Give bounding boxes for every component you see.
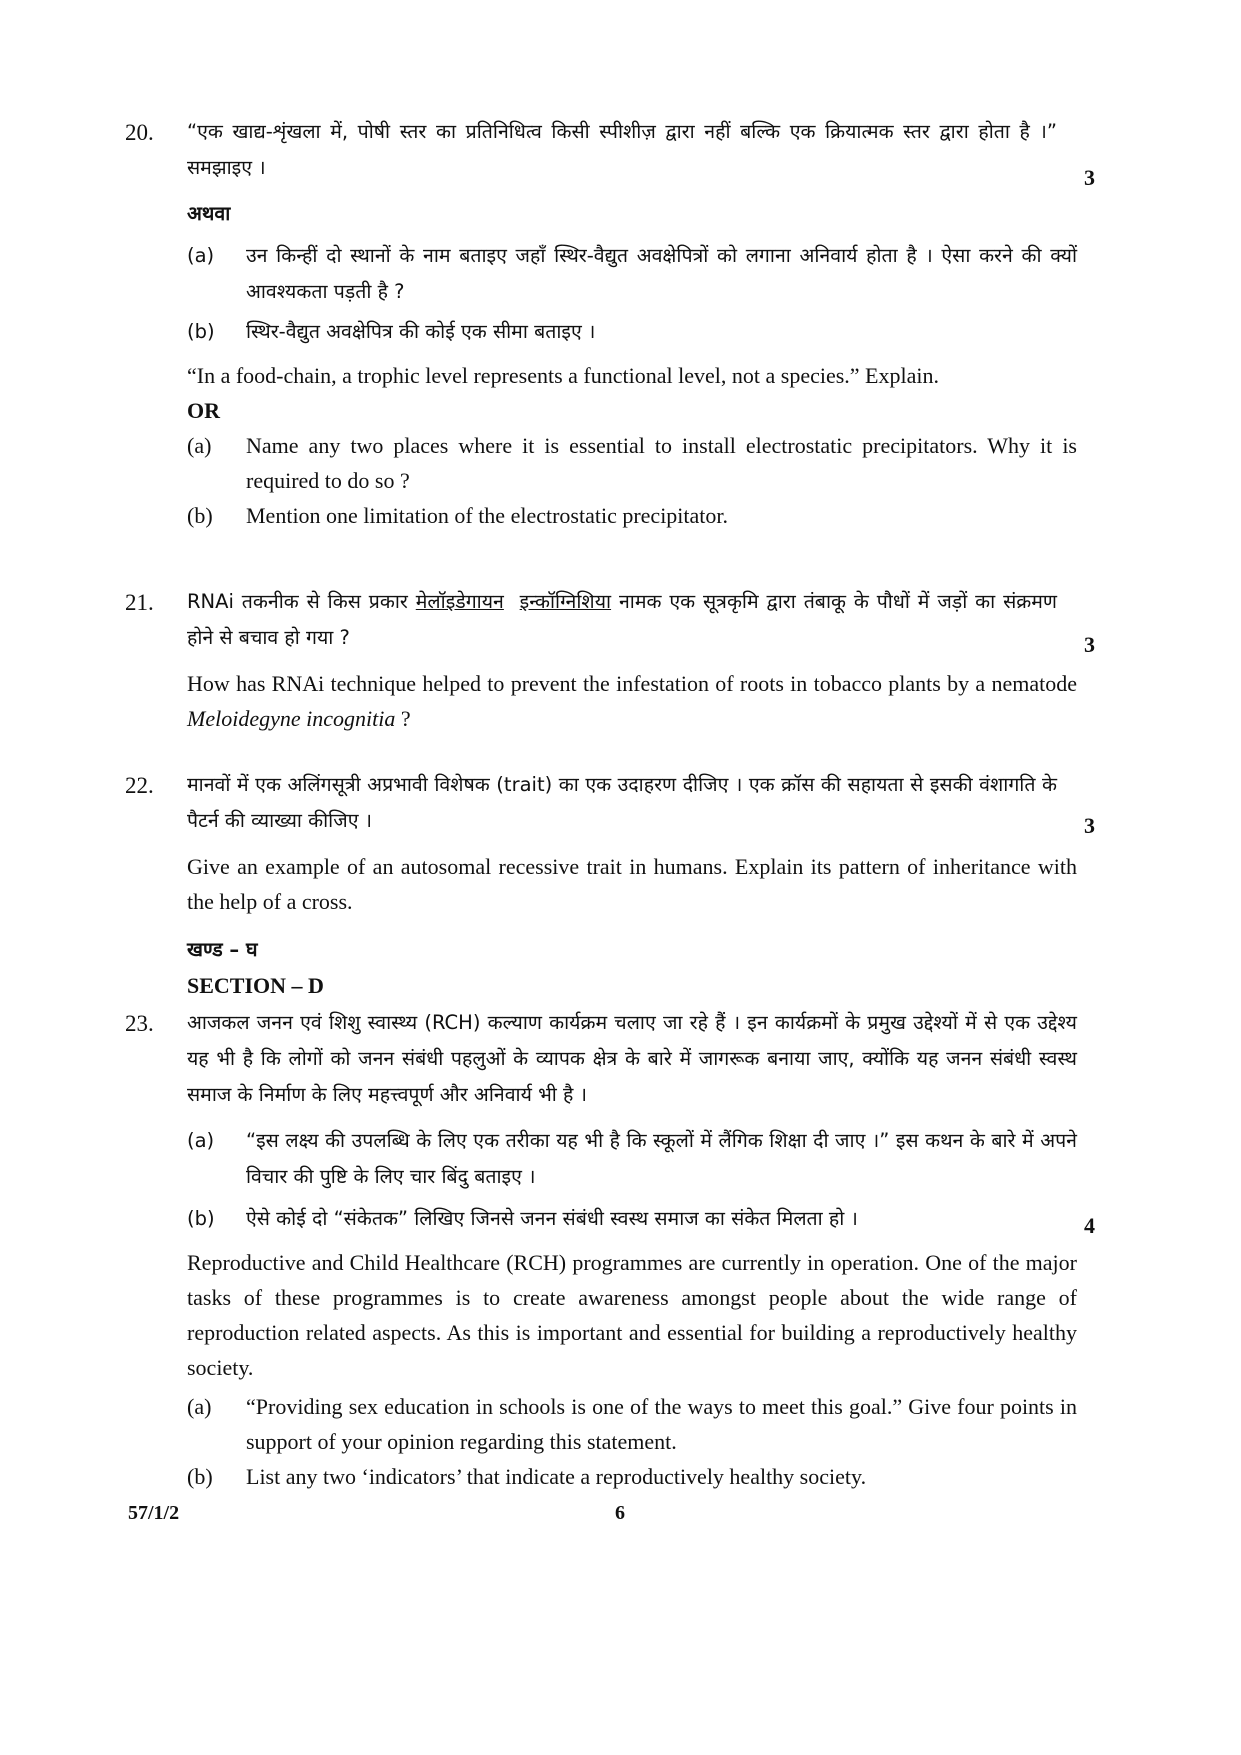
species-name: Meloidegyne incognitia <box>187 706 396 731</box>
question-text-english: “In a food-chain, a trophic level represents a functional level, not a species.” Explain. <box>187 363 939 388</box>
subpart-label: (a) <box>187 244 215 267</box>
subpart-text: “Providing sex education in schools is one of the ways to meet this goal.” Give four points in support of your opinion regarding this statement. <box>246 1394 1077 1454</box>
paper-code: 57/1/2 <box>128 1502 180 1524</box>
or-separator-english: OR <box>187 398 220 423</box>
text-segment: ? <box>395 706 411 731</box>
text-segment: How has RNAi technique helped to prevent the infestation of roots in tobacco plants by a nematode <box>187 671 1077 696</box>
subpart-label: (b) <box>187 503 213 528</box>
subpart-label: (a) <box>187 1394 212 1419</box>
subpart-a-hindi <box>187 238 1077 310</box>
question-text-english: Give an example of an autosomal recessive trait in humans. Explain its pattern of inheritance with the help of a cross. <box>187 854 1077 914</box>
text-segment: RNAi तकनीक से किस प्रकार <box>187 590 416 613</box>
marks: 3 <box>1084 632 1095 657</box>
section-title-english: SECTION – D <box>187 973 324 998</box>
subpart-label: (b) <box>187 1464 213 1489</box>
subpart-text: उन किन्हीं दो स्थानों के नाम बताइए जहाँ स्थिर-वैद्युत अवक्षेपित्रों को लगाना अनिवार्य होता है । ऐसा करने की क्यों आवश्यकता पड़ती है ? <box>246 244 1077 303</box>
text-segment: नामक एक सूत्रकृमि द्वारा तंबाकू के पौधों में जड़ों का संक्रमण होने से बचाव हो गया ? <box>187 590 1057 649</box>
underlined-term: मेलॉइडेगायन <box>415 590 504 613</box>
subpart-text: स्थिर-वैद्युत अवक्षेपित्र की कोई एक सीमा बताइए । <box>246 320 596 343</box>
section-heading <box>187 932 1077 1003</box>
subpart-b-english <box>187 1459 1077 1494</box>
question-number: 21. <box>125 590 154 615</box>
subpart-text: List any two ‘indicators’ that indicate a reproductively healthy society. <box>246 1464 867 1489</box>
subpart-label: (a) <box>187 433 212 458</box>
subpart-b-hindi <box>187 314 1077 350</box>
or-separator-hindi: अथवा <box>187 202 231 225</box>
subpart-label: (a) <box>187 1129 215 1152</box>
subpart-a-hindi <box>187 1123 1077 1195</box>
question-text-hindi: “एक खाद्य-शृंखला में, पोषी स्तर का प्रतिनिधित्व किसी स्पीशीज़ द्वारा नहीं बल्कि एक क्रियात्मक स्तर द्वारा होता है ।” समझाइए । <box>187 120 1057 179</box>
subpart-a-english <box>187 428 1077 498</box>
section-title-hindi: खण्ड – घ <box>187 938 258 961</box>
page-number: 6 <box>615 1502 625 1524</box>
question-number: 22. <box>125 773 154 798</box>
subpart-label: (b) <box>187 320 215 343</box>
marks: 4 <box>1084 1213 1095 1238</box>
subpart-text: ऐसे कोई दो “संकेतक” लिखिए जिनसे जनन संबंधी स्वस्थ समाज का संकेत मिलता हो । <box>246 1207 858 1230</box>
question-text-hindi: मानवों में एक अलिंगसूत्री अप्रभावी विशेषक (trait) का एक उदाहरण दीजिए । एक क्रॉस की सहायता से इसकी वंशागति के पैटर्न की व्याख्या कीजिए । <box>187 773 1057 832</box>
subpart-text: Name any two places where it is essential to install electrostatic precipitators. Why it is required to do so ? <box>246 433 1077 493</box>
question-text-hindi: आजकल जनन एवं शिशु स्वास्थ्य (RCH) कल्याण कार्यक्रम चलाए जा रहे हैं । इन कार्यक्रमों के प्रमुख उद्देश्यों में से एक उद्देश्य यह भी है कि लोगों को जनन संबंधी पहलुओं के व्यापक क्षेत्र के बारे में जागरूक बनाया जाए, क्योंकि यह जनन संबंधी स्वस्थ समाज के निर्माण के लिए महत्त्वपूर्ण और अनिवार्य भी है । <box>187 1011 1077 1106</box>
question-number: 20. <box>125 120 154 145</box>
subpart-text: “इस लक्ष्य की उपलब्धि के लिए एक तरीका यह भी है कि स्कूलों में लैंगिक शिक्षा दी जाए ।” इस कथन के बारे में अपने विचार की पुष्टि के लिए चार बिंदु बताइए । <box>246 1129 1077 1188</box>
subpart-label: (b) <box>187 1207 215 1230</box>
question-text-english <box>187 666 1077 736</box>
marks: 3 <box>1084 813 1095 838</box>
underlined-term: इन्कॉग्निशिया <box>519 590 612 613</box>
subpart-a-english <box>187 1389 1077 1459</box>
marks: 3 <box>1084 165 1095 190</box>
question-text-english: Reproductive and Child Healthcare (RCH) programmes are currently in operation. One of the major tasks of these programmes is to create awareness amongst people about the wide range of reproduction related aspects. As this is important and essential for building a reproductively healthy society. <box>187 1250 1077 1380</box>
question-text-hindi <box>187 584 1057 656</box>
subpart-b-english <box>187 498 1077 533</box>
subpart-b-hindi <box>187 1201 1077 1237</box>
question-number: 23. <box>125 1011 154 1036</box>
subpart-text: Mention one limitation of the electrostatic precipitator. <box>246 503 729 528</box>
